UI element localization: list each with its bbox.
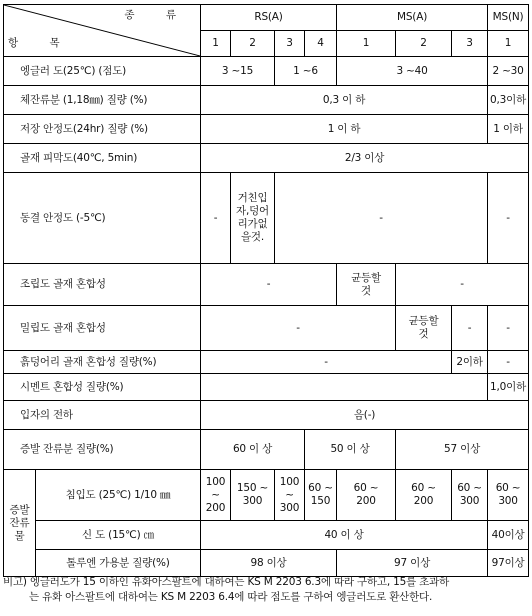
cell-value: 150 ~ 300 bbox=[231, 470, 275, 521]
table-row bbox=[4, 57, 529, 86]
row-label-soil: 흙덩어리 골재 혼합성 질량(%) bbox=[4, 351, 201, 374]
header-group-ms-n: MS(N) bbox=[488, 5, 529, 31]
emulsified-asphalt-spec-table bbox=[3, 4, 529, 577]
cell-value: - bbox=[201, 351, 452, 374]
cell-value: 97 이상 bbox=[337, 550, 488, 577]
table-row bbox=[4, 401, 529, 430]
cell-value: - bbox=[201, 173, 231, 264]
cell-value: 1 이하 bbox=[488, 115, 529, 144]
header-subnum: 4 bbox=[305, 31, 337, 57]
cell-value: 2/3 이상 bbox=[201, 144, 529, 173]
cell-value: 2이하 bbox=[452, 351, 488, 374]
header-subnum: 1 bbox=[488, 31, 529, 57]
cell-value: - bbox=[452, 306, 488, 351]
cell-value: 60 이 상 bbox=[201, 430, 305, 470]
cell-value: 100 ~ 200 bbox=[201, 470, 231, 521]
table-row bbox=[4, 173, 529, 264]
cell-value: - bbox=[201, 306, 396, 351]
table-row bbox=[4, 115, 529, 144]
row-label-dense: 밀립도 골재 혼합성 bbox=[4, 306, 201, 351]
header-subnum: 3 bbox=[275, 31, 305, 57]
header-subnum: 2 bbox=[231, 31, 275, 57]
header-subnum: 1 bbox=[337, 31, 396, 57]
cell-value: 60 ~ 200 bbox=[337, 470, 396, 521]
table-row bbox=[4, 86, 529, 115]
row-label-freeze: 동결 안정도 (-5℃) bbox=[4, 173, 201, 264]
header-subnum: 2 bbox=[396, 31, 452, 57]
row-label-coarse: 조립도 골재 혼합성 bbox=[4, 264, 201, 306]
cell-value: 3 ~15 bbox=[201, 57, 275, 86]
table-row bbox=[4, 264, 529, 306]
row-label-charge: 입자의 전하 bbox=[4, 401, 201, 430]
table-row bbox=[4, 306, 529, 351]
header-subnum: 1 bbox=[201, 31, 231, 57]
cell-value: 균등할 것 bbox=[337, 264, 396, 306]
row-label-sieve: 체잔류분 (1,18㎜) 질량 (%) bbox=[4, 86, 201, 115]
table-row bbox=[4, 430, 529, 470]
cell-value: 음(-) bbox=[201, 401, 529, 430]
cell-value: 3 ~40 bbox=[337, 57, 488, 86]
cell-value: 97이상 bbox=[488, 550, 529, 577]
cell-value: 0,3이하 bbox=[488, 86, 529, 115]
cell-value: 40이상 bbox=[488, 521, 529, 550]
header-group-rs-a: RS(A) bbox=[201, 5, 337, 31]
cell-value: 1,0이하 bbox=[488, 374, 529, 401]
table-row bbox=[4, 521, 529, 550]
row-label-toluene: 톨루엔 가용분 질량(%) bbox=[36, 550, 201, 577]
row-group-residue: 증발 잔류 물 bbox=[4, 470, 36, 577]
cell-value: 거친입 자,덩어 리가없 을것. bbox=[231, 173, 275, 264]
header-corner-cell bbox=[4, 5, 201, 57]
table-row bbox=[4, 351, 529, 374]
table-row bbox=[4, 144, 529, 173]
cell-value: - bbox=[488, 173, 529, 264]
cell-value: 균등할 것 bbox=[396, 306, 452, 351]
cell-value: 100 ~ 300 bbox=[275, 470, 305, 521]
cell-value: 60 ~ 150 bbox=[305, 470, 337, 521]
cell-value: 1 이 하 bbox=[201, 115, 488, 144]
header-item-label: 항 목 bbox=[8, 37, 74, 49]
footnote-line-2: 는 유화 아스팔트에 대하여는 KS M 2203 6.4에 따라 점도를 구하여 엥글러도로 환산한다. bbox=[29, 591, 433, 603]
table-row bbox=[4, 374, 529, 401]
header-kind-label: 종 류 bbox=[124, 9, 190, 21]
row-label-ductility: 신 도 (15℃) ㎝ bbox=[36, 521, 201, 550]
cell-value: 60 ~ 300 bbox=[452, 470, 488, 521]
cell-value: 60 ~ 200 bbox=[396, 470, 452, 521]
header-subnum: 3 bbox=[452, 31, 488, 57]
cell-value: 1 ~6 bbox=[275, 57, 337, 86]
row-label-penetration: 침입도 (25℃) 1/10 ㎜ bbox=[36, 470, 201, 521]
spec-table-container bbox=[3, 4, 528, 577]
cell-value: - bbox=[488, 351, 529, 374]
cell-value: - bbox=[396, 264, 529, 306]
table-row bbox=[4, 550, 529, 577]
row-label-residue: 증발 잔류분 질량(%) bbox=[4, 430, 201, 470]
cell-value: 60 ~ 300 bbox=[488, 470, 529, 521]
footnote bbox=[3, 575, 529, 605]
cell-value: - bbox=[201, 264, 337, 306]
footnote-line-1: 비고) 엥글러도가 15 이하인 유화아스팔트에 대하여는 KS M 2203 6.3에 따라 구하고, 15를 초과하 bbox=[3, 576, 450, 588]
cell-value: 98 이상 bbox=[201, 550, 337, 577]
row-label-viscosity: 엥글러 도(25℃) (점도) bbox=[4, 57, 201, 86]
cell-value: - bbox=[275, 173, 488, 264]
cell-empty bbox=[201, 374, 488, 401]
cell-value: 50 이 상 bbox=[305, 430, 396, 470]
cell-value: 40 이 상 bbox=[201, 521, 488, 550]
cell-value: 2 ~30 bbox=[488, 57, 529, 86]
cell-value: - bbox=[488, 306, 529, 351]
cell-value: 0,3 이 하 bbox=[201, 86, 488, 115]
header-group-ms-a: MS(A) bbox=[337, 5, 488, 31]
table-row bbox=[4, 470, 529, 521]
row-label-coating: 골재 피막도(40℃, 5min) bbox=[4, 144, 201, 173]
row-label-cement: 시멘트 혼합성 질량(%) bbox=[4, 374, 201, 401]
row-label-storage: 저장 안정도(24hr) 질량 (%) bbox=[4, 115, 201, 144]
cell-value: 57 이상 bbox=[396, 430, 529, 470]
